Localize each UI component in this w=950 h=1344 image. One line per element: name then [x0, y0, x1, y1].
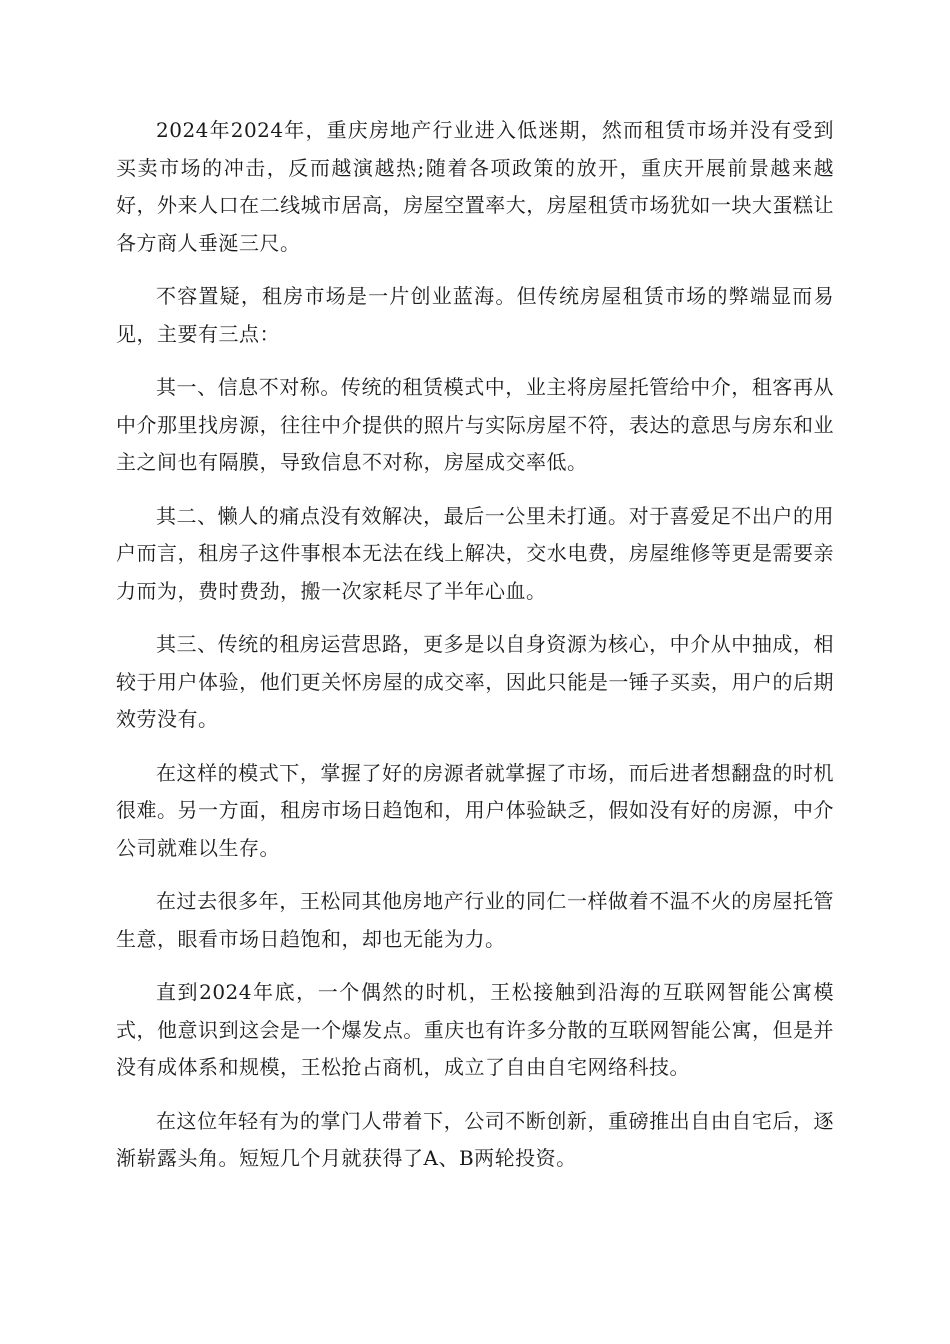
- paragraph-9: 在这位年轻有为的掌门人带着下，公司不断创新，重磅推出自由自宅后，逐渐崭露头角。短短几个月就获得了A、B两轮投资。: [116, 1108, 834, 1170]
- paragraph-7: 在过去很多年，王松同其他房地产行业的同仁一样做着不温不火的房屋托管生意，眼看市场日趋饱和，却也无能为力。: [116, 889, 834, 951]
- paragraph-8: 直到2024年底，一个偶然的时机，王松接触到沿海的互联网智能公寓模式，他意识到这会是一个爆发点。重庆也有许多分散的互联网智能公寓，但是并没有成体系和规模，王松抢占商机，成立了自由自宅网络科技。: [116, 980, 834, 1079]
- paragraph-3: 其一、信息不对称。传统的租赁模式中，业主将房屋托管给中介，租客再从中介那里找房源，往往中介提供的照片与实际房屋不符，表达的意思与房东和业主之间也有隔膜，导致信息不对称，房屋成交率低。: [116, 375, 834, 474]
- paragraph-1: 2024年2024年，重庆房地产行业进入低迷期，然而租赁市场并没有受到买卖市场的冲击，反而越演越热;随着各项政策的放开，重庆开展前景越来越好，外来人口在二线城市居高，房屋空置率大，房屋租赁市场犹如一块大蛋糕让各方商人垂涎三尺。: [116, 118, 834, 255]
- paragraph-2: 不容置疑，租房市场是一片创业蓝海。但传统房屋租赁市场的弊端显而易见，主要有三点：: [116, 284, 834, 346]
- paragraph-6: 在这样的模式下，掌握了好的房源者就掌握了市场，而后进者想翻盘的时机很难。另一方面，租房市场日趋饱和，用户体验缺乏，假如没有好的房源，中介公司就难以生存。: [116, 760, 834, 860]
- paragraph-4: 其二、懒人的痛点没有效解决，最后一公里未打通。对于喜爱足不出户的用户而言，租房子这件事根本无法在线上解决，交水电费，房屋维修等更是需要亲力而为，费时费劲，搬一次家耗尽了半年心血。: [116, 503, 834, 603]
- paragraph-5: 其三、传统的租房运营思路，更多是以自身资源为核心，中介从中抽成，相较于用户体验，他们更关怀房屋的成交率，因此只能是一锤子买卖，用户的后期效劳没有。: [116, 632, 834, 731]
- document-page: [116, 112, 834, 1194]
